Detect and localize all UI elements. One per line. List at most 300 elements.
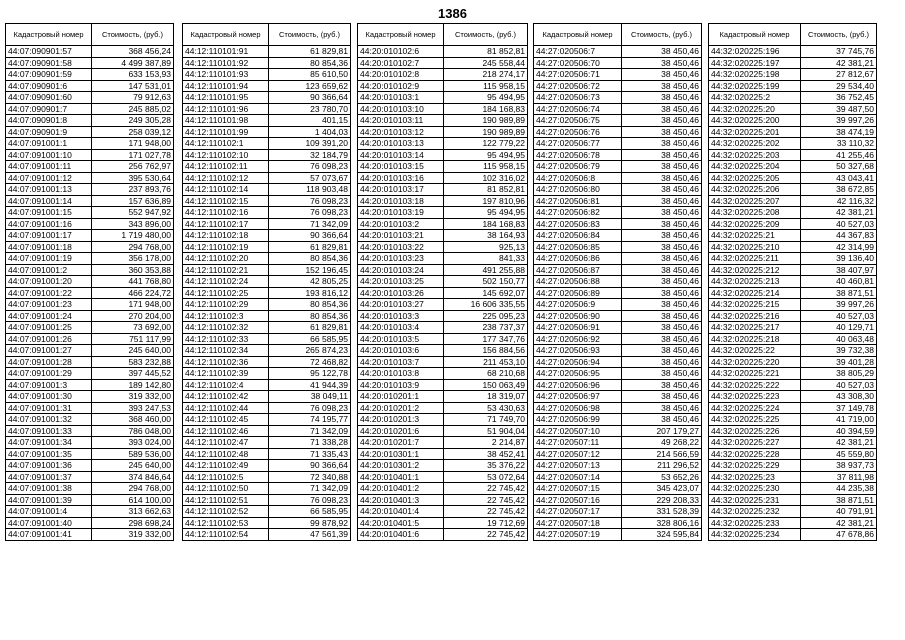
cadastral-number: 44:12:110102:51 (183, 494, 269, 506)
cadastral-number: 44:12:110102:53 (183, 517, 269, 529)
table-row (709, 483, 877, 495)
table-row (6, 253, 174, 265)
cost-value: 43 308,30 (801, 391, 877, 403)
cadastral-number: 44:27:020506:90 (534, 310, 622, 322)
cost-value: 343 896,00 (92, 218, 174, 230)
cost-value: 95 122,78 (269, 368, 351, 380)
cost-value: 22 745,42 (444, 506, 528, 518)
cadastral-number: 44:12:110102:33 (183, 333, 269, 345)
cost-value: 171 948,00 (92, 138, 174, 150)
cost-value: 786 048,00 (92, 425, 174, 437)
table-row (534, 402, 702, 414)
table-row (183, 391, 351, 403)
table-row (709, 276, 877, 288)
cost-value: 751 117,99 (92, 333, 174, 345)
cost-value: 38 450,46 (622, 115, 702, 127)
cadastral-number: 44:27:020506:9 (534, 299, 622, 311)
cadastral-number: 44:32:020225:229 (709, 460, 801, 472)
cost-value: 147 531,01 (92, 80, 174, 92)
table-row (534, 310, 702, 322)
table-row (183, 195, 351, 207)
table-row (709, 80, 877, 92)
table-row (183, 483, 351, 495)
table-row (6, 115, 174, 127)
cost-value: 115 958,15 (444, 80, 528, 92)
cadastral-number: 44:12:110102:12 (183, 172, 269, 184)
table-row (534, 517, 702, 529)
cost-value: 38 450,46 (622, 103, 702, 115)
cadastral-number: 44:07:090901:7 (6, 103, 92, 115)
cadastral-number: 44:20:010103:24 (358, 264, 444, 276)
table-row (6, 356, 174, 368)
cost-value: 38 474,19 (801, 126, 877, 138)
cadastral-number: 44:27:020506:77 (534, 138, 622, 150)
cost-value: 71 749,70 (444, 414, 528, 426)
cost-value: 245 885,02 (92, 103, 174, 115)
cost-value: 184 168,83 (444, 103, 528, 115)
cadastral-number: 44:32:020225:205 (709, 172, 801, 184)
table-row (183, 529, 351, 541)
table-row (534, 57, 702, 69)
table-row (6, 345, 174, 357)
cost-value: 171 948,00 (92, 299, 174, 311)
cost-value: 41 944,39 (269, 379, 351, 391)
table-row (183, 103, 351, 115)
table-row (183, 310, 351, 322)
cost-value: 42 381,21 (801, 207, 877, 219)
cadastral-number: 44:12:110102:25 (183, 287, 269, 299)
cadastral-number: 44:07:091001:3 (6, 379, 92, 391)
cadastral-number: 44:12:110102:44 (183, 402, 269, 414)
cadastral-number: 44:07:091001:2 (6, 264, 92, 276)
cost-value: 23 780,70 (269, 103, 351, 115)
cadastral-number: 44:32:020225:228 (709, 448, 801, 460)
table-row (534, 460, 702, 472)
cadastral-number: 44:07:091001:22 (6, 287, 92, 299)
table-row (534, 299, 702, 311)
cost-value: 238 737,37 (444, 322, 528, 334)
table-row (534, 356, 702, 368)
table-row (6, 207, 174, 219)
cost-value: 38 871,51 (801, 494, 877, 506)
cost-value: 40 460,81 (801, 276, 877, 288)
table-row (6, 57, 174, 69)
table-row (183, 287, 351, 299)
cost-value: 40 527,03 (801, 218, 877, 230)
table-row (358, 184, 528, 196)
cadastral-number: 44:27:020507:11 (534, 437, 622, 449)
cost-value: 71 342,09 (269, 218, 351, 230)
table-row (534, 287, 702, 299)
table-row (183, 333, 351, 345)
cost-value: 71 342,09 (269, 483, 351, 495)
cadastral-number: 44:12:110102:11 (183, 161, 269, 173)
table-column-1 (5, 23, 174, 541)
cadastral-number: 44:12:110102:18 (183, 230, 269, 242)
table-row (6, 92, 174, 104)
table-column-3 (357, 23, 528, 541)
cost-value: 393 247,53 (92, 402, 174, 414)
cost-value: 47 678,86 (801, 529, 877, 541)
cost-value: 38 450,46 (622, 368, 702, 380)
cost-value: 38 452,41 (444, 448, 528, 460)
cadastral-number: 44:32:020225:20 (709, 103, 801, 115)
table-row (6, 322, 174, 334)
cadastral-number: 44:12:110102:34 (183, 345, 269, 357)
cost-value: 38 450,46 (622, 46, 702, 58)
cadastral-number: 44:07:091001:18 (6, 241, 92, 253)
cost-value: 72 468,82 (269, 356, 351, 368)
table-row (183, 218, 351, 230)
table-row (358, 345, 528, 357)
cadastral-number: 44:07:091001:19 (6, 253, 92, 265)
table-row (6, 402, 174, 414)
cadastral-number: 44:07:091001:24 (6, 310, 92, 322)
table-row (6, 172, 174, 184)
table-row (534, 69, 702, 81)
cadastral-number: 44:27:020506:86 (534, 253, 622, 265)
cadastral-number: 44:20:010102:6 (358, 46, 444, 58)
table-row (183, 207, 351, 219)
table-row (6, 80, 174, 92)
table-row (709, 172, 877, 184)
cost-value: 38 672,85 (801, 184, 877, 196)
table-row (709, 437, 877, 449)
cost-value: 38 450,46 (622, 345, 702, 357)
cadastral-number: 44:07:091001:37 (6, 471, 92, 483)
cost-value: 109 391,20 (269, 138, 351, 150)
table-row (183, 138, 351, 150)
cost-value: 491 255,88 (444, 264, 528, 276)
cadastral-number: 44:27:020506:80 (534, 184, 622, 196)
cost-value: 36 752,45 (801, 92, 877, 104)
cost-value: 72 340,88 (269, 471, 351, 483)
cadastral-number: 44:27:020507:17 (534, 506, 622, 518)
table-row (183, 126, 351, 138)
cost-value: 38 407,97 (801, 264, 877, 276)
cost-value: 38 450,46 (622, 80, 702, 92)
cadastral-number: 44:32:020225:203 (709, 149, 801, 161)
cadastral-number: 44:20:010103:6 (358, 345, 444, 357)
cost-value: 90 366,64 (269, 92, 351, 104)
cost-value: 122 779,22 (444, 138, 528, 150)
cost-value: 102 316,02 (444, 172, 528, 184)
cost-value: 190 989,89 (444, 126, 528, 138)
table-row (183, 264, 351, 276)
cadastral-number: 44:12:110102:52 (183, 506, 269, 518)
table-row (6, 333, 174, 345)
cost-value: 177 347,76 (444, 333, 528, 345)
cost-value: 150 063,49 (444, 379, 528, 391)
cost-value: 71 342,09 (269, 425, 351, 437)
cadastral-number: 44:07:091001:15 (6, 207, 92, 219)
cost-value: 38 450,46 (622, 253, 702, 265)
table-row (183, 172, 351, 184)
cadastral-number: 44:32:020225:232 (709, 506, 801, 518)
cost-value: 237 893,76 (92, 184, 174, 196)
cost-value: 218 274,17 (444, 69, 528, 81)
cadastral-number: 44:32:020225:231 (709, 494, 801, 506)
table-row (534, 494, 702, 506)
cadastral-number: 44:32:020225:21 (709, 230, 801, 242)
cost-value: 37 745,76 (801, 46, 877, 58)
cadastral-number: 44:20:010103:1 (358, 92, 444, 104)
cadastral-number: 44:27:020506:78 (534, 149, 622, 161)
table-row (358, 253, 528, 265)
cadastral-number: 44:07:091001:40 (6, 517, 92, 529)
cadastral-number: 44:12:110102:17 (183, 218, 269, 230)
cadastral-number: 44:20:010401:4 (358, 506, 444, 518)
table-row (183, 402, 351, 414)
cadastral-number: 44:20:010103:15 (358, 161, 444, 173)
cadastral-number: 44:32:020225:212 (709, 264, 801, 276)
table-row (358, 529, 528, 541)
cost-value: 38 450,46 (622, 402, 702, 414)
cost-value: 197 810,96 (444, 195, 528, 207)
cadastral-number: 44:07:091001:30 (6, 391, 92, 403)
table-row (534, 483, 702, 495)
cadastral-number: 44:07:091001:17 (6, 230, 92, 242)
cost-value: 258 039,12 (92, 126, 174, 138)
table-row (358, 448, 528, 460)
cost-value: 401,15 (269, 115, 351, 127)
table-row (358, 218, 528, 230)
cadastral-number: 44:12:110102:39 (183, 368, 269, 380)
table-row (183, 506, 351, 518)
cadastral-number: 44:32:020225:210 (709, 241, 801, 253)
cadastral-number: 44:20:010103:19 (358, 207, 444, 219)
cadastral-number: 44:32:020225:211 (709, 253, 801, 265)
table-row (6, 460, 174, 472)
cost-value: 71 335,43 (269, 448, 351, 460)
table-row (358, 391, 528, 403)
cost-value: 256 762,97 (92, 161, 174, 173)
cadastral-number: 44:07:091001:41 (6, 529, 92, 541)
cadastral-number: 44:20:010201:1 (358, 391, 444, 403)
cadastral-number: 44:07:091001:16 (6, 218, 92, 230)
cadastral-number: 44:32:020225:206 (709, 184, 801, 196)
cadastral-number: 44:12:110101:92 (183, 57, 269, 69)
table-row (183, 241, 351, 253)
table-row (183, 345, 351, 357)
cadastral-number: 44:27:020506:71 (534, 69, 622, 81)
table-row (358, 322, 528, 334)
cost-value: 51 904,04 (444, 425, 528, 437)
table-row (358, 195, 528, 207)
cost-value: 207 179,27 (622, 425, 702, 437)
cadastral-number: 44:07:091001:32 (6, 414, 92, 426)
cadastral-number: 44:07:091001:35 (6, 448, 92, 460)
cadastral-number: 44:27:020506:74 (534, 103, 622, 115)
cost-value: 40 527,03 (801, 379, 877, 391)
cadastral-number: 44:07:091001:39 (6, 494, 92, 506)
cost-value: 393 024,00 (92, 437, 174, 449)
cost-value: 40 129,71 (801, 322, 877, 334)
table-row (183, 299, 351, 311)
cost-value: 38 450,46 (622, 161, 702, 173)
table-row (6, 264, 174, 276)
cadastral-number: 44:12:110102:5 (183, 471, 269, 483)
cadastral-number: 44:27:020506:97 (534, 391, 622, 403)
cadastral-number: 44:07:090901:60 (6, 92, 92, 104)
cost-value: 39 732,38 (801, 345, 877, 357)
cost-value: 42 381,21 (801, 517, 877, 529)
table-row (6, 448, 174, 460)
table-row (534, 230, 702, 242)
cadastral-number: 44:07:090901:9 (6, 126, 92, 138)
table-row (183, 322, 351, 334)
table-row (6, 517, 174, 529)
table-row (183, 379, 351, 391)
cost-value: 38 450,46 (622, 299, 702, 311)
cost-value: 66 585,95 (269, 506, 351, 518)
cost-value: 73 692,00 (92, 322, 174, 334)
cadastral-number: 44:07:091001:13 (6, 184, 92, 196)
cost-value: 1 404,03 (269, 126, 351, 138)
table-row (534, 80, 702, 92)
cost-value: 39 401,28 (801, 356, 877, 368)
cost-value: 76 098,23 (269, 207, 351, 219)
table-row (358, 310, 528, 322)
table-row (534, 391, 702, 403)
cost-value: 38 450,46 (622, 57, 702, 69)
cadastral-number: 44:12:110101:96 (183, 103, 269, 115)
cost-value: 68 210,68 (444, 368, 528, 380)
table-row (6, 149, 174, 161)
table-row (534, 195, 702, 207)
cost-value: 189 142,80 (92, 379, 174, 391)
table-row (709, 425, 877, 437)
cadastral-number: 44:20:010102:9 (358, 80, 444, 92)
table-row (183, 517, 351, 529)
cadastral-number: 44:32:020225:233 (709, 517, 801, 529)
cadastral-number: 44:27:020507:14 (534, 471, 622, 483)
cost-value: 841,33 (444, 253, 528, 265)
table-row (358, 241, 528, 253)
cost-value: 61 829,81 (269, 322, 351, 334)
table-row (534, 529, 702, 541)
cost-value: 229 208,33 (622, 494, 702, 506)
cadastral-number: 44:07:091001:25 (6, 322, 92, 334)
cost-value: 38 450,46 (622, 241, 702, 253)
cadastral-number: 44:32:020225:201 (709, 126, 801, 138)
cadastral-number: 44:20:010103:4 (358, 322, 444, 334)
cadastral-number: 44:32:020225:220 (709, 356, 801, 368)
cadastral-number: 44:27:020507:19 (534, 529, 622, 541)
cost-value: 368 460,00 (92, 414, 174, 426)
cadastral-number: 44:27:020507:10 (534, 425, 622, 437)
table-row (358, 460, 528, 472)
cadastral-number: 44:12:110102:14 (183, 184, 269, 196)
table-row (183, 115, 351, 127)
table-row (709, 149, 877, 161)
cadastral-number: 44:20:010103:8 (358, 368, 444, 380)
table-row (534, 149, 702, 161)
header-cadastral: Кадастровый номер (534, 24, 622, 46)
table-row (709, 517, 877, 529)
table-row (183, 460, 351, 472)
cadastral-number: 44:07:091001:4 (6, 506, 92, 518)
table-row (534, 138, 702, 150)
cost-value: 37 149,78 (801, 402, 877, 414)
cadastral-table-5 (708, 23, 877, 541)
table-row (709, 529, 877, 541)
table-row (183, 448, 351, 460)
cadastral-table-4 (533, 23, 702, 541)
table-row (534, 333, 702, 345)
table-row (183, 69, 351, 81)
cost-value: 79 912,63 (92, 92, 174, 104)
cadastral-number: 44:32:020225:234 (709, 529, 801, 541)
table-row (358, 80, 528, 92)
cadastral-number: 44:12:110102:49 (183, 460, 269, 472)
cadastral-number: 44:32:020225:214 (709, 287, 801, 299)
table-row (183, 437, 351, 449)
cadastral-number: 44:32:020225:230 (709, 483, 801, 495)
table-row (358, 276, 528, 288)
cadastral-number: 44:32:020225:216 (709, 310, 801, 322)
table-row (709, 471, 877, 483)
cadastral-number: 44:27:020506:84 (534, 230, 622, 242)
table-row (709, 195, 877, 207)
table-row (534, 264, 702, 276)
cost-value: 397 445,52 (92, 368, 174, 380)
cadastral-number: 44:12:110102:45 (183, 414, 269, 426)
cost-value: 38 450,46 (622, 126, 702, 138)
cost-value: 245 640,00 (92, 460, 174, 472)
table-row (6, 471, 174, 483)
table-row (6, 425, 174, 437)
cadastral-number: 44:12:110101:93 (183, 69, 269, 81)
cost-value: 71 338,28 (269, 437, 351, 449)
cadastral-number: 44:12:110102:24 (183, 276, 269, 288)
cost-value: 614 100,00 (92, 494, 174, 506)
cadastral-number: 44:20:010401:2 (358, 483, 444, 495)
table-row (709, 287, 877, 299)
table-row (709, 103, 877, 115)
table-row (709, 69, 877, 81)
cost-value: 43 043,41 (801, 172, 877, 184)
cadastral-number: 44:27:020507:12 (534, 448, 622, 460)
cost-value: 270 204,00 (92, 310, 174, 322)
cadastral-number: 44:12:110101:99 (183, 126, 269, 138)
table-row (709, 506, 877, 518)
cost-value: 184 168,83 (444, 218, 528, 230)
cadastral-number: 44:07:091001:11 (6, 161, 92, 173)
table-row (709, 46, 877, 58)
table-row (6, 161, 174, 173)
cost-value: 50 327,68 (801, 161, 877, 173)
cadastral-number: 44:20:010301:1 (358, 448, 444, 460)
cadastral-number: 44:20:010103:21 (358, 230, 444, 242)
cadastral-number: 44:27:020506:81 (534, 195, 622, 207)
cadastral-number: 44:27:020506:83 (534, 218, 622, 230)
table-row (534, 471, 702, 483)
cadastral-number: 44:32:020225:197 (709, 57, 801, 69)
table-row (358, 287, 528, 299)
table-row (358, 506, 528, 518)
cadastral-number: 44:07:091001:36 (6, 460, 92, 472)
cadastral-number: 44:32:020225:204 (709, 161, 801, 173)
table-row (6, 126, 174, 138)
cost-value: 85 610,50 (269, 69, 351, 81)
cost-value: 123 659,62 (269, 80, 351, 92)
table-row (358, 126, 528, 138)
cadastral-number: 44:12:110102:36 (183, 356, 269, 368)
cadastral-number: 44:32:020225:23 (709, 471, 801, 483)
table-row (6, 437, 174, 449)
cost-value: 81 852,81 (444, 46, 528, 58)
